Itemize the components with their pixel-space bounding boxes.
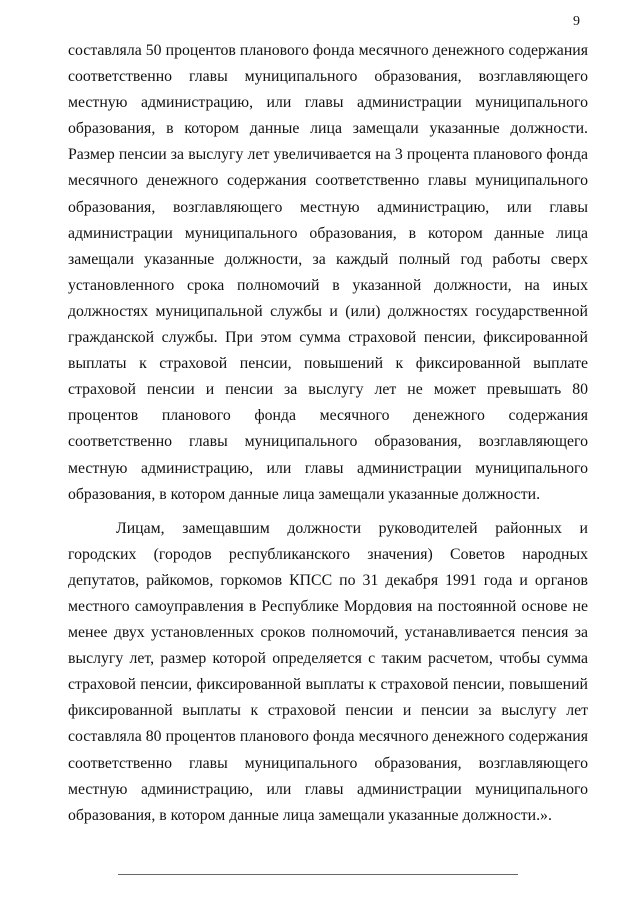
footer-divider-line — [118, 874, 518, 875]
paragraph-pension-regulation: Лицам, замещавшим должности руководителей районных и городских (городов республиканского значения) Советов народных депутатов, райкомов, горкомов КПСС по 31 декабря 1991 года и органов местного самоуправления в Республике Мордовия на постоянной основе не менее двух установленных сроков полномочий, устанавливается пенсия за выслугу лет, размер которой определяется с таким расчетом, чтобы сумма страховой пенсии, фиксированной выплаты к страховой пенсии, повышений фиксированной выплаты к страховой пенсии и пенсии за выслугу лет составляла 80 процентов планового фонда месячного денежного содержания соответственно главы муниципального образования, возглавляющего местную администрацию, или главы администрации муниципального образования, в котором данные лица замещали указанные должности.». — [68, 519, 588, 824]
page-number: 9 — [573, 14, 580, 29]
document-body — [68, 38, 588, 829]
paragraph-continued: составляла 50 процентов планового фонда месячного денежного содержания соответственно главы муниципального образования, возглавляющего местную администрацию, или главы администрации муниципального образования, в котором данные лица замещали указанные должности. Размер пенсии за выслугу лет увеличивается на 3 процента планового фонда месячного денежного содержания соответственно главы муниципального образования, возглавляющего местную администрацию, или главы администрации муниципального образования, в котором данные лица замещали указанные должности, за каждый полный год работы сверх установленного срока полномочий в указанной должности, на иных должностях муниципальной службы и (или) должностях государственной гражданской службы. При этом сумма страховой пенсии, фиксированной выплаты к страховой пенсии, повышений к фиксированной выплате страховой пенсии и пенсии за выслугу лет не может превышать 80 процентов планового фонда месячного денежного содержания соответственно главы муниципального образования, возглавляющего местную администрацию, или главы администрации муниципального образования, в котором данные лица замещали указанные должности. — [68, 42, 588, 503]
